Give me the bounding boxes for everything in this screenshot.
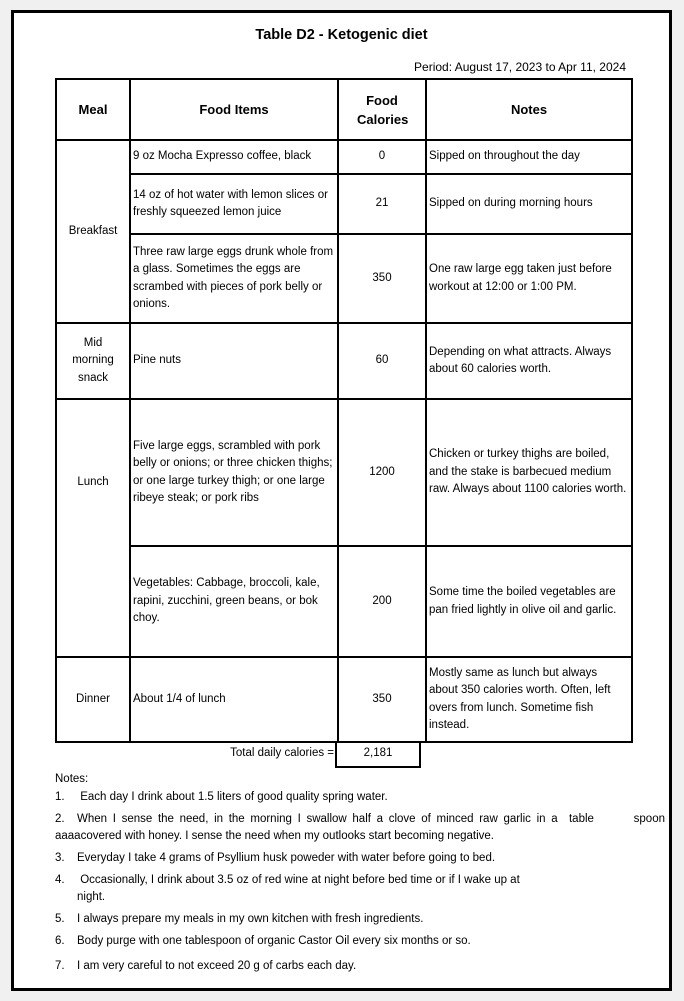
food-notes: Some time the boiled vegetables are pan fried lightly in olive oil and garlic. [426,546,632,657]
food-notes: Sipped on during morning hours [426,174,632,234]
note-number: 1. [55,791,65,803]
document-title: Table D2 - Ketogenic diet [255,27,428,43]
note-text: When I sense the need, in the morning I swallow half a clove of minced raw garlic in a table spoon aaaacovered with honey. I sense the need when my outlooks start becoming negative. [55,813,669,842]
note-text: Occasionally, I drink about 3.5 oz of red wine at night before bed time or if I wake up at [77,874,520,886]
period-range: Period: August 17, 2023 to Apr 11, 2024 [414,60,626,74]
table-row [56,399,632,546]
note-number: 4. [55,874,65,886]
food-item: Vegetables: Cabbage, broccoli, kale, rapini, zucchini, green beans, or bok choy. [130,546,338,657]
meal-mid-morning-snack [56,323,130,399]
note-text-continued: night. [77,891,106,903]
note-text: Each day I drink about 1.5 liters of good quality spring water. [77,791,388,803]
header-food-calories [338,79,426,140]
table-header-row [56,79,632,140]
food-notes: Mostly same as lunch but always about 350 calories worth. Often, left overs from lunch. Sometime fish instead. [426,657,632,742]
note-text: I am very careful to not exceed 20 g of carbs each day. [77,960,357,972]
food-item: Five large eggs, scrambled with pork belly or onions; or three chicken thighs; or one large turkey thigh; or one large ribeye steak; or pork ribs [130,399,338,546]
note-text: Everyday I take 4 grams of Psyllium husk poweder with water before going to bed. [77,852,496,864]
header-food-items: Food Items [130,79,338,140]
total-value: 2,181 [335,741,421,768]
food-notes: Chicken or turkey thighs are boiled, and the stake is barbecued medium raw. Always about 1100 calories worth. [426,399,632,546]
document-page [11,10,672,991]
note-item [55,911,665,928]
note-number: 3. [55,852,65,864]
food-calories: 200 [338,546,426,657]
table-row [56,140,632,174]
food-calories: 0 [338,140,426,174]
notes-section [55,773,669,980]
note-item [55,933,665,950]
note-number: 5. [55,913,65,925]
notes-heading: Notes: [55,773,89,785]
note-item [55,811,669,845]
meal-lunch [56,399,130,657]
food-item: 14 oz of hot water with lemon slices or freshly squeezed lemon juice [130,174,338,234]
total-row [14,741,669,769]
food-item: 9 oz Mocha Expresso coffee, black [130,140,338,174]
food-notes: Depending on what attracts. Always about 60 calories worth. [426,323,632,399]
food-calories: 60 [338,323,426,399]
food-calories: 21 [338,174,426,234]
note-item [55,789,665,806]
diet-table [55,78,633,743]
food-notes: One raw large egg taken just before workout at 12:00 or 1:00 PM. [426,234,632,323]
note-text: Body purge with one tablespoon of organic Castor Oil every six months or so. [77,935,471,947]
table-row [56,234,632,323]
table-row [56,546,632,657]
note-number: 6. [55,935,65,947]
note-item [55,850,665,867]
food-notes: Sipped on throughout the day [426,140,632,174]
meal-dinner: Dinner [56,657,130,742]
note-number: 2. [55,813,65,825]
table-row [56,174,632,234]
table-row [56,323,632,399]
meal-breakfast: Breakfast [56,140,130,323]
note-number: 7. [55,960,65,972]
header-food-calories-label: Food Calories [357,92,409,127]
note-text: I always prepare my meals in my own kitchen with fresh ingredients. [77,913,424,925]
food-item: Three raw large eggs drunk whole from a glass. Sometimes the eggs are scrambed with pieces of pork belly or onions. [130,234,338,323]
meal-lunch-label: Lunch [77,476,109,489]
note-item [55,958,665,975]
food-item: Pine nuts [130,323,338,399]
food-item: About 1/4 of lunch [130,657,338,742]
note-item [55,872,665,906]
total-label: Total daily calories = [230,747,334,759]
food-calories: 350 [338,234,426,323]
food-calories: 350 [338,657,426,742]
header-meal: Meal [56,79,130,140]
table-row [56,657,632,742]
header-notes: Notes [426,79,632,140]
meal-mid-morning-snack-label: Mid morning snack [72,336,114,384]
food-calories: 1200 [338,399,426,546]
